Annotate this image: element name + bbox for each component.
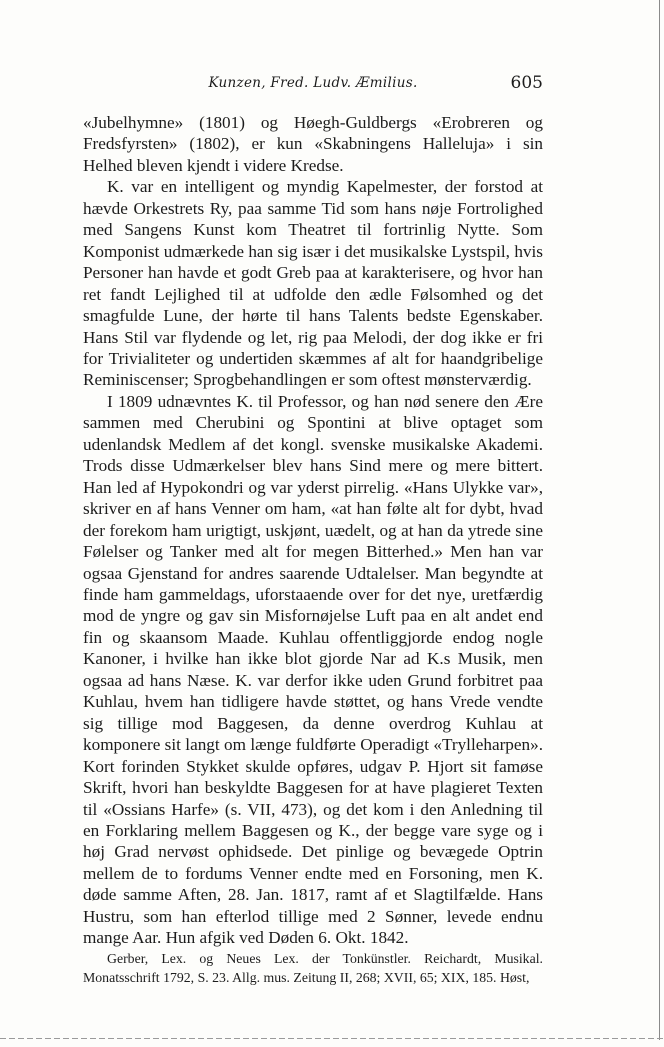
article-body xyxy=(83,112,543,988)
paragraph-3: I 1809 udnævntes K. til Professor, og han nød senere den Ære sammen med Cherubini og Spontini at blive optaget som udenlandsk Medlem af det kongl. svenske musikalske Akademi. Trods disse Udmærkelser blev hans Sind mere og mere bittert. Han led af Hypokondri og var yderst pirrelig. «Hans Ulykke var», skriver en af hans Venner om ham, «at han følte alt for dybt, hvad der forekom ham urigtigt, uskjønt, uædelt, og at han da ytrede sine Følelser og Tanker med alt for megen Bitterhed.» Men han var ogsaa Gjenstand for andres saarende Udtalelser. Man begyndte at finde ham gammeldags, uforstaaende over for det nye, uretfærdig mod de yngre og gav sin Misfornøjelse Luft paa en alt andet end fin og skaansom Maade. Kuhlau offentliggjorde endog nogle Kanoner, i hvilke han ikke blot gjorde Nar ad K.s Musik, men ogsaa ad hans Næse. K. var derfor ikke uden Grund forbitret paa Kuhlau, hvem han tidligere havde støttet, og hans Vrede vendte sig tillige mod Baggesen, da denne overdrog Kuhlau at komponere sit langt om længe fuldførte Operadigt «Trylleharpen». Kort forinden Stykket skulde opføres, udgav P. Hjort sit famøse Skrift, hvori han beskyldte Baggesen for at have plagieret Texten til «Ossians Harfe» (s. VII, 473), og det kom i den Anledning til en Forklaring mellem Baggesen og K., der begge vare syge og i høj Grad nervøst ophidsede. Det pinlige og bevægede Optrin mellem de to fordums Venner endte med en Forsoning, men K. døde samme Aften, 28. Jan. 1817, ramt af et Slagtilfælde. Hans Hustru, som han efterlod tillige med 2 Sønner, levede endnu mange Aar. Hun afgik ved Døden 6. Okt. 1842. xyxy=(83,391,543,948)
paragraph-2: K. var en intelligent og myndig Kapelmester, der forstod at hævde Orkestrets Ry, paa samme Tid som hans nøje Fortrolighed med Sangens Kunst kom Theatret til fortrinlig Nytte. Som Komponist udmærkede han sig især i det musikalske Lystspil, hvis Personer han havde et godt Greb paa at karakterisere, og hvor han ret fandt Lejlighed til at udfolde den ædle Følsomhed og det smagfulde Lune, der hørte til hans Talents bedste Egenskaber. Hans Stil var flydende og let, rig paa Melodi, der dog ikke er fri for Trivialiteter og undertiden skæmmes af alt for haandgribelige Reminiscenser; Sprogbehandlingen er som oftest mønsterværdig. xyxy=(83,177,543,390)
paragraph-1: «Jubelhymne» (1801) og Høegh-Guldbergs «Erobreren og Fredsfyrsten» (1802), er kun «Skabningens Halleluja» i sin Helhed bleven kjendt i videre Kredse. xyxy=(83,113,543,175)
page-edge-line xyxy=(659,0,660,1040)
page-number: 605 xyxy=(510,73,543,93)
references: Gerber, Lex. og Neues Lex. der Tonkünstler. Reichardt, Musikal. Monatsschrift 1792, S. 23. Allg. mus. Zeitung II, 268; XVII, 65; XIX, 185. Høst, xyxy=(83,950,543,986)
running-head: Kunzen, Fred. Ludv. Æmilius. xyxy=(208,75,418,91)
page-bottom-rule xyxy=(0,1038,664,1039)
page-header xyxy=(83,75,543,99)
